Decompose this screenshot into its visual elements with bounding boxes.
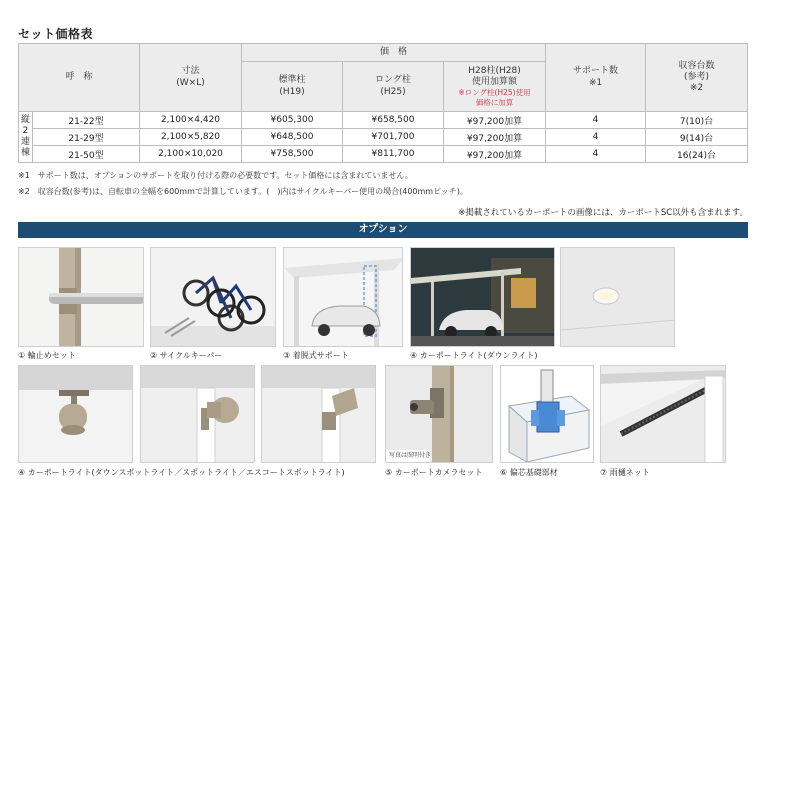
down-light-closeup-photo [560,247,675,347]
cell-support: 4 [546,129,646,146]
page-title: セット価格表 [18,27,94,41]
spotlight-photo [140,365,255,463]
escort-spotlight-photo [261,365,376,463]
cell-name: 21-29型 [33,129,140,146]
table-row [19,146,748,163]
header-long-sub: (H25) [380,86,406,97]
caption-removable-support: ③ 着脱式サポート [283,351,349,360]
group-label-char: 棟 [20,147,30,158]
cell-name: 21-22型 [33,112,140,129]
cell-capacity: 7(10)台 [646,112,748,129]
cell-long: ¥811,700 [343,146,444,163]
caption-down-light: ④ カーポートライト(ダウンライト) [410,351,538,360]
header-h28-label: H28柱(H28) [468,65,521,76]
header-h28-sub: 使用加算額 [471,77,517,88]
header-support-note: ※1 [588,77,603,88]
caption-wheel-stop: ① 輪止めセット [18,351,76,360]
header-long [343,62,444,112]
group-label-char: 縦 [20,115,30,126]
footnote-1: ※1 サポート数は、オプションのサポートを取り付ける際の必要数です。セット価格には含まれていません。 [18,171,413,180]
camera-set-photo [385,365,493,463]
header-long-label: ロング柱 [375,75,411,86]
header-support-label: サポート数 [572,66,618,77]
header-name: 呼 称 [19,44,140,112]
header-h28-note1: ※ロング柱(H25)使用 [458,88,531,98]
cell-h28: ¥97,200加算 [444,129,546,146]
caption-spotlights: ④ カーポートライト(ダウンスポットライト／スポットライト／エスコートスポットライト) [18,468,345,477]
header-h28 [444,62,546,112]
header-standard-label: 標準柱 [278,75,306,86]
cell-name: 21-50型 [33,146,140,163]
header-support [546,44,646,112]
header-capacity-note: ※2 [689,83,704,94]
header-size-label: 寸法 [181,66,200,77]
cell-size: 2,100×4,420 [140,112,242,129]
wheel-stop-photo [18,247,144,347]
caption-gutter-net: ⑦ 雨樋ネット [600,468,650,477]
header-standard-sub: (H19) [279,86,305,97]
cycle-keeper-photo [150,247,276,347]
price-table [18,43,748,163]
camera-photo-badge: 写真は照明付き [389,452,432,459]
caption-cycle-keeper: ② サイクルキーパー [150,351,223,360]
cell-standard: ¥648,500 [242,129,343,146]
cell-support: 4 [546,112,646,129]
image-notice: ※掲載されているカーポートの画像には、カーポートSC以外も含まれます。 [458,208,748,218]
cell-capacity: 16(24)台 [646,146,748,163]
header-size [140,44,242,112]
header-h28-note2: 価格に加算 [475,97,514,107]
header-standard [242,62,343,112]
cell-support: 4 [546,146,646,163]
caption-camera-set: ⑤ カーポートカメラセット [385,468,483,477]
header-size-unit: (W×L) [176,77,205,88]
cell-h28: ¥97,200加算 [444,146,546,163]
down-spotlight-photo [18,365,133,463]
cell-size: 2,100×5,820 [140,129,242,146]
header-capacity-label: 収容台数 [678,60,715,71]
removable-support-photo [283,247,403,347]
table-row [19,129,748,146]
group-label-char: 2 [22,126,29,137]
group-label [19,112,33,163]
header-capacity [646,44,748,112]
header-price: 価 格 [242,44,546,62]
cell-long: ¥701,700 [343,129,444,146]
group-label-char: 連 [20,137,30,147]
cell-capacity: 9(14)台 [646,129,748,146]
gutter-net-photo [600,365,726,463]
options-header: オプション [18,222,748,238]
cell-h28: ¥97,200加算 [444,112,546,129]
cell-standard: ¥758,500 [242,146,343,163]
table-row [19,112,748,129]
cell-long: ¥658,500 [343,112,444,129]
down-light-night-photo [410,247,555,347]
cell-standard: ¥605,300 [242,112,343,129]
cell-size: 2,100×10,020 [140,146,242,163]
footnotes [18,168,468,200]
footnote-2: ※2 収容台数(参考)は、自転車の全幅を600mmで計算しています。( )内はサイクルキーパー使用の場合(400mmピッチ)。 [18,187,468,196]
eccentric-foundation-diagram [500,365,594,463]
caption-eccentric-foundation: ⑥ 偏芯基礎部材 [500,468,558,477]
header-capacity-sub: (参考) [683,71,710,82]
